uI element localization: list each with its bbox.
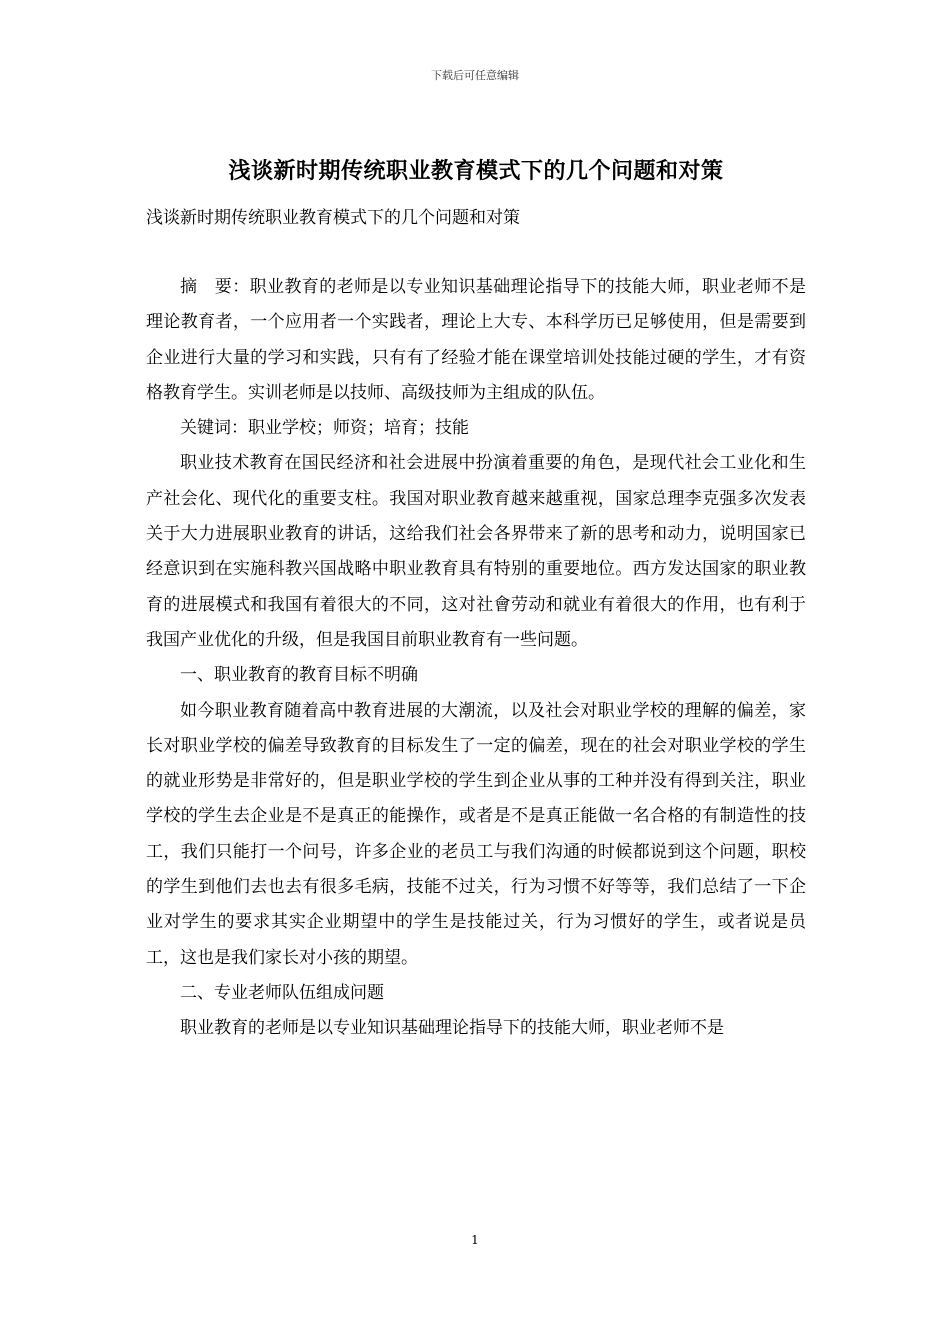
keywords-paragraph: 关键词：职业学校；师资；培育；技能: [180, 418, 469, 439]
abstract-paragraph: 摘 要：职业教育的老师是以专业知识基础理论指导下的技能大师，职业老师不是理论教育者，一个应用者一个实践者，理论上大专、本科学历已足够使用，但是需要到企业进行大量的学习和实践，只有有了经验才能在课堂培训处技能过硬的学生，才有资格教育学生。实训老师是以技师、高级技师为主组成的队伍。: [146, 277, 806, 403]
intro-paragraph: 职业技术教育在国民经济和社会进展中扮演着重要的角色，是现代社会工业化和生产社会化、现代化的重要支柱。我国对职业教育越来越重视，国家总理李克强多次发表关于大力进展职业教育的讲话，这给我们社会各界带来了新的思考和动力，说明国家已经意识到在实施科教兴国战略中职业教育具有特别的重要地位。西方发达国家的职业教育的进展模式和我国有着很大的不同，这对社會劳动和就业有着很大的作用，也有利于我国产业优化的升级，但是我国目前职业教育有一些问题。: [146, 453, 806, 650]
section-1-paragraph: 如今职业教育随着高中教育进展的大潮流，以及社会对职业学校的理解的偏差，家长对职业学校的偏差导致教育的目标发生了一定的偏差，现在的社会对职业学校的学生的就业形势是非常好的，但是职业学校的学生到企业从事的工种并没有得到关注，职业学校的学生去企业是不是真正的能操作，或者是不是真正能做一名合格的有制造性的技工，我们只能打一个问号，许多企业的老员工与我们沟通的时候都说到这个问题，职校的学生到他们去也去有很多毛病，技能不过关，行为习惯不好等等，我们总结了一下企业对学生的要求其实企业期望中的学生是技能过关，行为习惯好的学生，或者说是员工，这也是我们家长对小孩的期望。: [146, 700, 806, 968]
section-heading-1: 一、职业教育的教育目标不明确: [180, 665, 418, 686]
document-body: [146, 270, 806, 1047]
page-number: 1: [471, 1233, 479, 1247]
section-2-paragraph: 职业教育的老师是以专业知识基础理论指导下的技能大师，职业老师不是: [180, 1018, 724, 1039]
header-note: 下载后可任意编辑: [431, 69, 519, 82]
document-title: 浅谈新时期传统职业教育模式下的几个问题和对策: [228, 158, 724, 184]
section-heading-2: 二、专业老师队伍组成问题: [180, 982, 384, 1003]
document-subtitle: 浅谈新时期传统职业教育模式下的几个问题和对策: [146, 208, 520, 228]
